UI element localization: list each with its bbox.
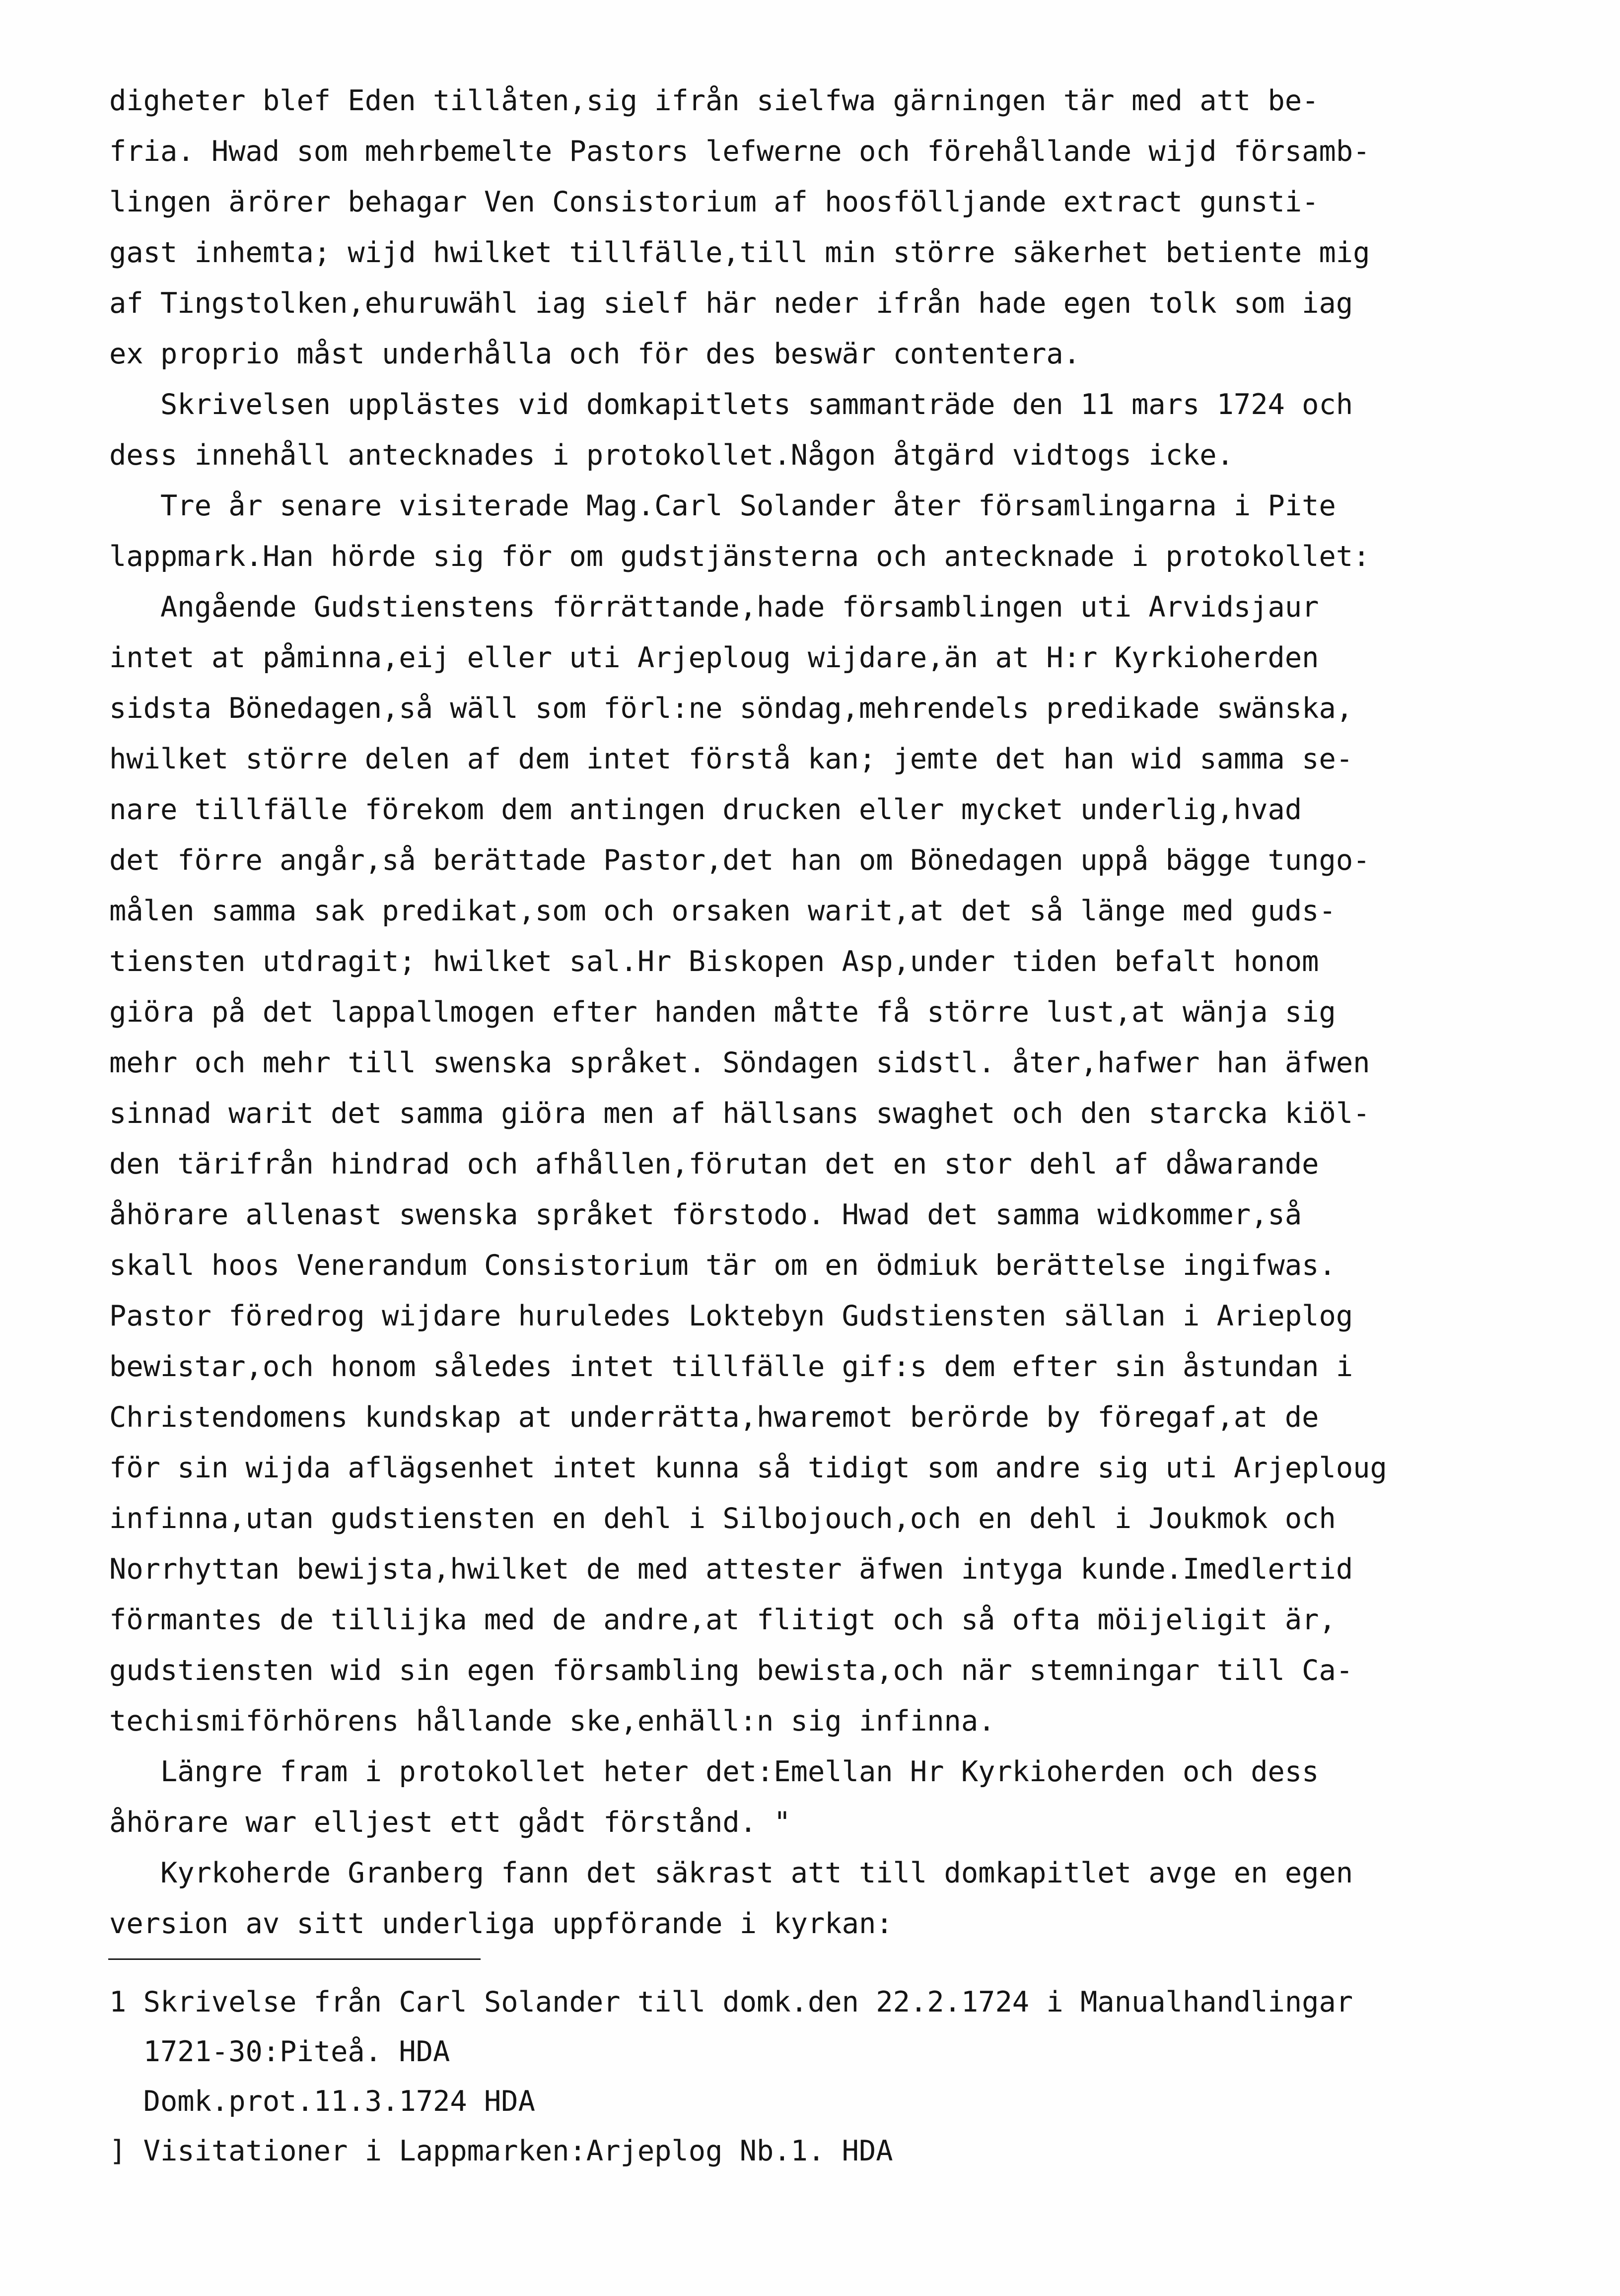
body-line: Pastor föredrog wijdare huruledes Loktebyn Gudstiensten sällan i Arieplog [109, 1300, 1353, 1332]
body-line: Tre år senare visiterade Mag.Carl Solander åter församlingarna i Pite [109, 489, 1336, 522]
body-line: hwilket större delen af dem intet förstå kan; jemte det han wid samma se- [109, 743, 1353, 775]
body-line: Christendomens kundskap at underrätta,hwaremot berörde by föregaf,at de [109, 1401, 1319, 1434]
body-line: lingen ärörer behagar Ven Consistorium af hoosfölljande extract gunsti- [109, 186, 1319, 218]
body-line: sidsta Bönedagen,så wäll som förl:ne söndag,mehrendels predikade swänska, [109, 692, 1353, 725]
footnote-line: 1 Skrivelse från Carl Solander till domk.den 22.2.1724 i Manualhandlingar [109, 1986, 1353, 2018]
body-line: åhörare allenast swenska språket förstodo. Hwad det samma widkommer,så [109, 1198, 1302, 1231]
body-line: gudstiensten wid sin egen försambling bewista,och när stemningar till Ca- [109, 1654, 1353, 1687]
body-line: det förre angår,så berättade Pastor,det han om Bönedagen uppå bägge tungo- [109, 844, 1370, 877]
body-line: målen samma sak predikat,som och orsaken warit,at det så länge med guds- [109, 895, 1336, 927]
body-line: version av sitt underliga uppförande i kyrkan: [109, 1907, 893, 1940]
footnote-line: ] Visitationer i Lappmarken:Arjeplog Nb.1. HDA [109, 2135, 893, 2167]
body-line: förmantes de tillijka med de andre,at flitigt och så ofta möijeligit är, [109, 1603, 1336, 1636]
body-line: Längre fram i protokollet heter det:Emellan Hr Kyrkioherden och dess [109, 1755, 1319, 1788]
body-line: Kyrkoherde Granberg fann det säkrast att till domkapitlet avge en egen [109, 1857, 1353, 1889]
body-line: af Tingstolken,ehuruwähl iag sielf här neder ifrån hade egen tolk som iag [109, 287, 1353, 320]
body-line: mehr och mehr till swenska språket. Söndagen sidstl. åter,hafwer han äfwen [109, 1046, 1370, 1079]
body-line: ex proprio måst underhålla och för des beswär contentera. [109, 338, 1081, 370]
body-line: intet at påminna,eij eller uti Arjeploug wijdare,än at H:r Kyrkioherden [109, 641, 1319, 674]
body-line: Norrhyttan bewijsta,hwilket de med attester äfwen intyga kunde.Imedlertid [109, 1553, 1353, 1586]
body-line: Skrivelsen upplästes vid domkapitlets sammanträde den 11 mars 1724 och [109, 388, 1353, 421]
body-line: digheter blef Eden tillåten,sig ifrån sielfwa gärningen tär med att be- [109, 84, 1319, 117]
body-line: den tärifrån hindrad och afhållen,förutan det en stor dehl af dåwarande [109, 1148, 1319, 1181]
body-line: gast inhemta; wijd hwilket tillfälle,till min större säkerhet betiente mig [109, 236, 1370, 269]
body-line: techismiförhörens hållande ske,enhäll:n sig infinna. [109, 1705, 995, 1738]
body-line: sinnad warit det samma giöra men af hällsans swaghet och den starcka kiöl- [109, 1097, 1370, 1130]
body-line: för sin wijda aflägsenhet intet kunna så tidigt som andre sig uti Arjeploug [109, 1452, 1387, 1484]
footnote-line: Domk.prot.11.3.1724 HDA [109, 2085, 535, 2118]
body-line: Angående Gudstienstens förrättande,hade församblingen uti Arvidsjaur [109, 591, 1319, 624]
body-line: giöra på det lappallmogen efter handen måtte få större lust,at wänja sig [109, 996, 1336, 1029]
body-line: fria. Hwad som mehrbemelte Pastors lefwerne och förehållande wijd församb- [109, 135, 1370, 168]
body-line: lappmark.Han hörde sig för om gudstjänsterna och antecknade i protokollet: [109, 540, 1370, 573]
body-line: tiensten utdragit; hwilket sal.Hr Biskopen Asp,under tiden befalt honom [109, 945, 1319, 978]
body-line: infinna,utan gudstiensten en dehl i Silbojouch,och en dehl i Joukmok och [109, 1502, 1336, 1535]
body-line: nare tillfälle förekom dem antingen drucken eller mycket underlig,hvad [109, 793, 1302, 826]
footnote-divider [108, 1958, 481, 1960]
body-line: dess innehåll antecknades i protokollet.Någon åtgärd vidtogs icke. [109, 439, 1234, 472]
body-line: skall hoos Venerandum Consistorium tär om en ödmiuk berättelse ingifwas. [109, 1249, 1336, 1282]
footnote-line: 1721-30:Piteå. HDA [109, 2035, 450, 2068]
body-line: bewistar,och honom således intet tillfälle gif:s dem efter sin åstundan i [109, 1350, 1353, 1383]
body-line: åhörare war elljest ett gådt förstånd. " [109, 1806, 791, 1839]
